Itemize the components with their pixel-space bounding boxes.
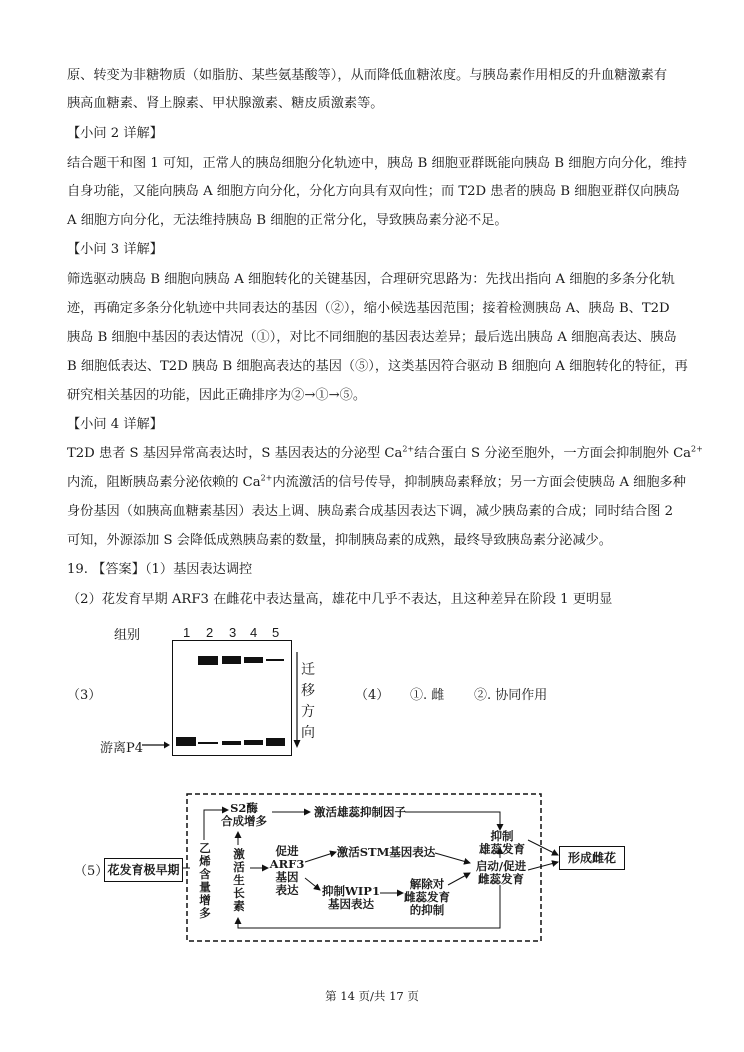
flow-text-line: 雌蕊发育 <box>404 890 450 904</box>
section-heading: 【小问 4 详解】 <box>67 417 163 432</box>
lane-number: 2 <box>206 625 214 640</box>
char: 乙 <box>199 841 211 855</box>
free-probe-label: 游离P4 <box>100 741 144 756</box>
flow-activate-suppressor: 激活雄蕊抑制因子 <box>314 805 406 819</box>
question-number: （5） <box>74 864 109 879</box>
char: 素 <box>233 899 245 913</box>
text-line: 身份基因（如胰高血糖素基因）表达上调、胰岛素合成基因表达下调，减少胰岛素的合成；同时结合图 2 <box>67 504 674 519</box>
text-line: B 细胞低表达、T2D 胰岛 B 细胞高表达的基因（⑤），这类基因符合驱动 B 细胞向 A 细胞转化的特征，再 <box>67 359 688 374</box>
flow-result-box: 形成雌花 <box>559 846 625 870</box>
lane-number: 5 <box>272 625 280 640</box>
flow-text-line: 抑制WIP1 <box>322 884 380 898</box>
text-line: A 细胞方向分化，无法维持胰岛 B 细胞的正常分化，导致胰岛素分泌不足。 <box>67 213 508 228</box>
flow-inhibit-stamen <box>474 830 530 856</box>
text-line: 可知，外源添加 S 会降低成熟胰岛素的数量，抑制胰岛素的成熟，最终导致胰岛素分泌减少。 <box>67 533 612 548</box>
flow-text-line: 雄蕊发育 <box>479 842 525 856</box>
answer-line: 19. 【答案】（1）基因表达调控 <box>67 562 253 577</box>
char: 烯 <box>199 854 211 868</box>
flow-s2-enzyme <box>214 802 274 828</box>
answer-text: ②. 协同作用 <box>474 688 548 703</box>
char: 增 <box>199 893 211 907</box>
text-line: 胰岛 B 细胞中基因的表达情况（①），对比不同细胞的基因表达差异；最后选出胰岛 A 细胞高表达、胰岛 <box>67 330 677 345</box>
flow-text-line: 促进 <box>275 844 299 858</box>
text-segment: 内流，阻断胰岛素分泌依赖的 Ca <box>67 475 261 490</box>
flow-text-line: 解除对 <box>409 877 445 891</box>
text-segment: T2D 患者 S 基因异常高表达时，S 基因表达的分泌型 Ca <box>67 446 403 461</box>
flow-text-line: S2酶 <box>230 801 258 815</box>
question-number: （3） <box>67 688 102 703</box>
char: 方 <box>301 704 315 720</box>
lane-number: 3 <box>229 625 237 640</box>
text-line: 自身功能，又能向胰岛 A 细胞方向分化，分化方向具有双向性；而 T2D 患者的胰岛 B 细胞亚群仅向胰岛 <box>67 184 680 199</box>
char: 活 <box>233 860 245 874</box>
flow-inhibit-wip1 <box>320 885 382 911</box>
char: 含 <box>199 867 211 881</box>
flow-text-line: 的抑制 <box>409 903 445 917</box>
text-line: 研究相关基因的功能，因此正确排序为②→①→⑤。 <box>67 388 367 403</box>
flow-promote-arf3 <box>268 845 306 897</box>
text-line: 筛选驱动胰岛 B 细胞向胰岛 A 细胞转化的关键基因，合理研究思路为：先找出指向 A 细胞的多条分化轨 <box>67 272 675 287</box>
flow-activate-growth <box>231 848 247 913</box>
question-number: （4） <box>355 688 390 703</box>
group-label: 组别 <box>114 628 141 643</box>
text-segment: 结合蛋白 S 分泌至胞外，一方面会抑制胞外 Ca <box>414 446 692 461</box>
flow-text-line: 基因 <box>275 870 299 884</box>
superscript: 2+ <box>402 444 415 454</box>
flow-text-line: 基因表达 <box>328 897 374 911</box>
char: 量 <box>199 880 211 894</box>
flow-promote-pistil <box>470 860 532 886</box>
flow-release-inhibition <box>402 878 452 917</box>
section-heading: 【小问 2 详解】 <box>67 126 163 141</box>
text-segment: 内流激活的信号传导，抑制胰岛素释放；另一方面会使胰岛 A 细胞多种 <box>272 475 686 490</box>
flow-text-line: ARF3 <box>269 857 305 871</box>
text-line: 胰高血糖素、肾上腺素、甲状腺激素、糖皮质激素等。 <box>67 96 384 111</box>
flow-text-line: 抑制 <box>490 829 514 843</box>
char: 迁 <box>301 662 315 678</box>
flow-ethylene <box>197 842 213 920</box>
answer-line: （2）花发育早期 ARF3 在雌花中表达量高，雄花中几乎不表达，且这种差异在阶段 1 更明显 <box>67 592 613 607</box>
superscript: 2+ <box>691 444 703 454</box>
flow-activate-stm: 激活STM基因表达 <box>336 845 436 859</box>
section-heading: 【小问 3 详解】 <box>67 242 163 257</box>
char: 向 <box>301 725 315 741</box>
char: 长 <box>233 886 245 900</box>
flow-text-line: 雌蕊发育 <box>478 872 524 886</box>
char: 激 <box>233 847 245 861</box>
flow-text-line: 合成增多 <box>221 814 267 828</box>
text-line: 迹，再确定多条分化轨迹中共同表达的基因（②），缩小候选基因范围；接着检测胰岛 A、胰岛 B、T2D <box>67 301 670 316</box>
lane-number: 4 <box>250 625 258 640</box>
answer-text: ①. 雌 <box>410 688 445 703</box>
text-line: 结合题干和图 1 可知，正常人的胰岛细胞分化轨迹中，胰岛 B 细胞亚群既能向胰岛 B 细胞方向分化，维持 <box>67 156 687 171</box>
text-line: 原、转变为非糖物质（如脂肪、某些氨基酸等），从而降低血糖浓度。与胰岛素作用相反的升血糖激素有 <box>67 68 668 83</box>
char: 多 <box>199 906 211 920</box>
page-footer: 第 14 页/共 17 页 <box>325 989 419 1003</box>
flow-start-box: 花发育极早期 <box>104 858 183 882</box>
lane-number: 1 <box>183 625 191 640</box>
flow-text-line: 启动/促进 <box>475 859 527 873</box>
flow-text-line: 表达 <box>275 883 299 897</box>
char: 生 <box>233 873 245 887</box>
char: 移 <box>301 683 315 699</box>
superscript: 2+ <box>260 473 273 483</box>
